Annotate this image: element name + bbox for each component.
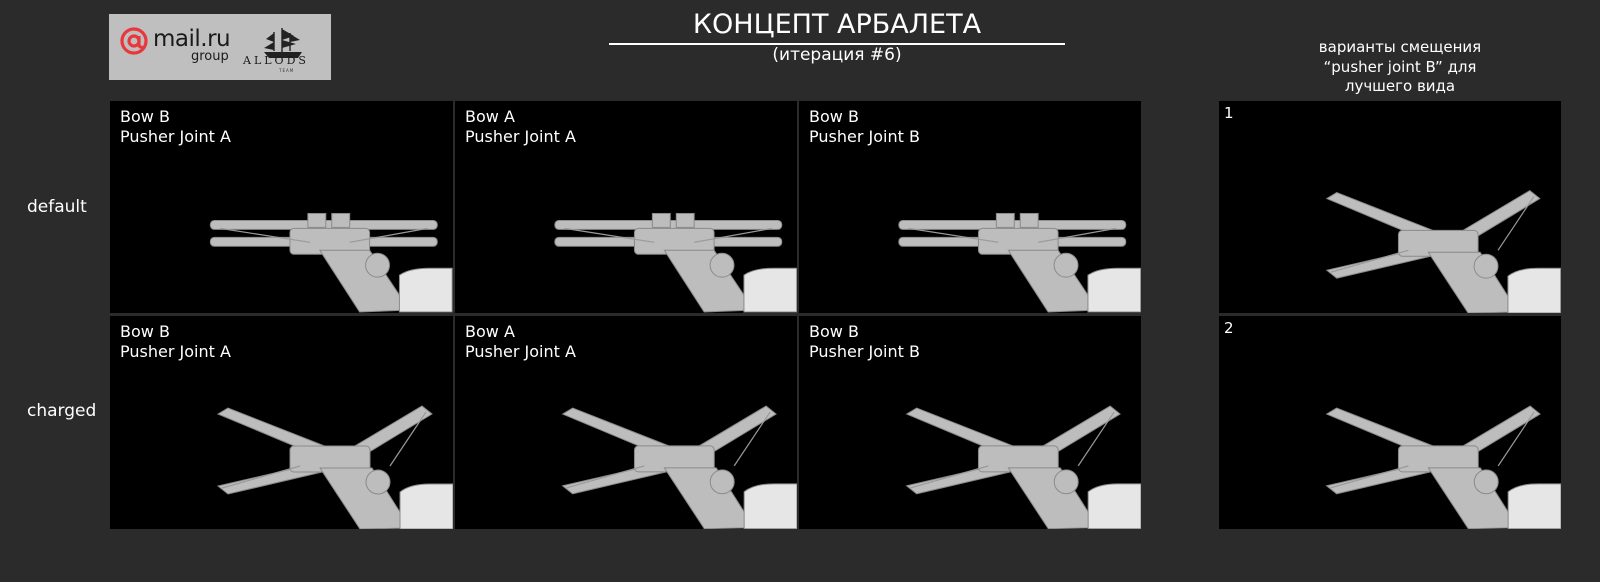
bow-label: Bow B <box>120 322 170 341</box>
panel-default-2 <box>455 101 797 313</box>
pusher-label: Pusher Joint A <box>465 341 576 361</box>
pusher-label: Pusher Joint B <box>809 126 920 146</box>
panel-charged-3 <box>799 316 1141 529</box>
page-title: КОНЦЕПТ АРБАЛЕТА <box>609 8 1065 45</box>
bow-label: Bow B <box>809 322 859 341</box>
panel-caption <box>809 107 920 146</box>
logo-brand-text: mail.ru <box>153 26 231 52</box>
crossbow-render <box>1219 316 1561 529</box>
panel-variant-1 <box>1219 101 1561 313</box>
panel-caption <box>809 322 920 361</box>
mailru-at-icon <box>119 26 149 56</box>
logo-partner-subtext: TEAM <box>279 68 295 73</box>
panel-variant-2 <box>1219 316 1561 529</box>
pusher-label: Pusher Joint A <box>465 126 576 146</box>
panel-caption <box>465 322 576 361</box>
variant-number: 1 <box>1224 104 1234 122</box>
page-subtitle: (итерация #6) <box>772 45 902 65</box>
panel-default-3 <box>799 101 1141 313</box>
bow-label: Bow A <box>465 322 515 341</box>
logo-block <box>109 14 331 80</box>
crossbow-render <box>1219 101 1561 313</box>
panel-caption <box>465 107 576 146</box>
panel-caption <box>120 322 231 361</box>
variants-note: варианты смещения “pusher joint B” для лучшего вида <box>1318 38 1482 95</box>
panel-charged-1 <box>110 316 453 529</box>
panel-default-1 <box>110 101 453 313</box>
panel-charged-2 <box>455 316 797 529</box>
bow-label: Bow B <box>120 107 170 126</box>
bow-label: Bow A <box>465 107 515 126</box>
pusher-label: Pusher Joint A <box>120 341 231 361</box>
panel-caption <box>120 107 231 146</box>
variant-number: 2 <box>1224 319 1234 337</box>
logo-group-text: group <box>191 49 229 64</box>
pusher-label: Pusher Joint B <box>809 341 920 361</box>
logo-partner-text: ALLODS <box>243 54 309 67</box>
row-label-charged: charged <box>27 401 97 421</box>
bow-label: Bow B <box>809 107 859 126</box>
pusher-label: Pusher Joint A <box>120 126 231 146</box>
row-label-default: default <box>27 197 87 217</box>
